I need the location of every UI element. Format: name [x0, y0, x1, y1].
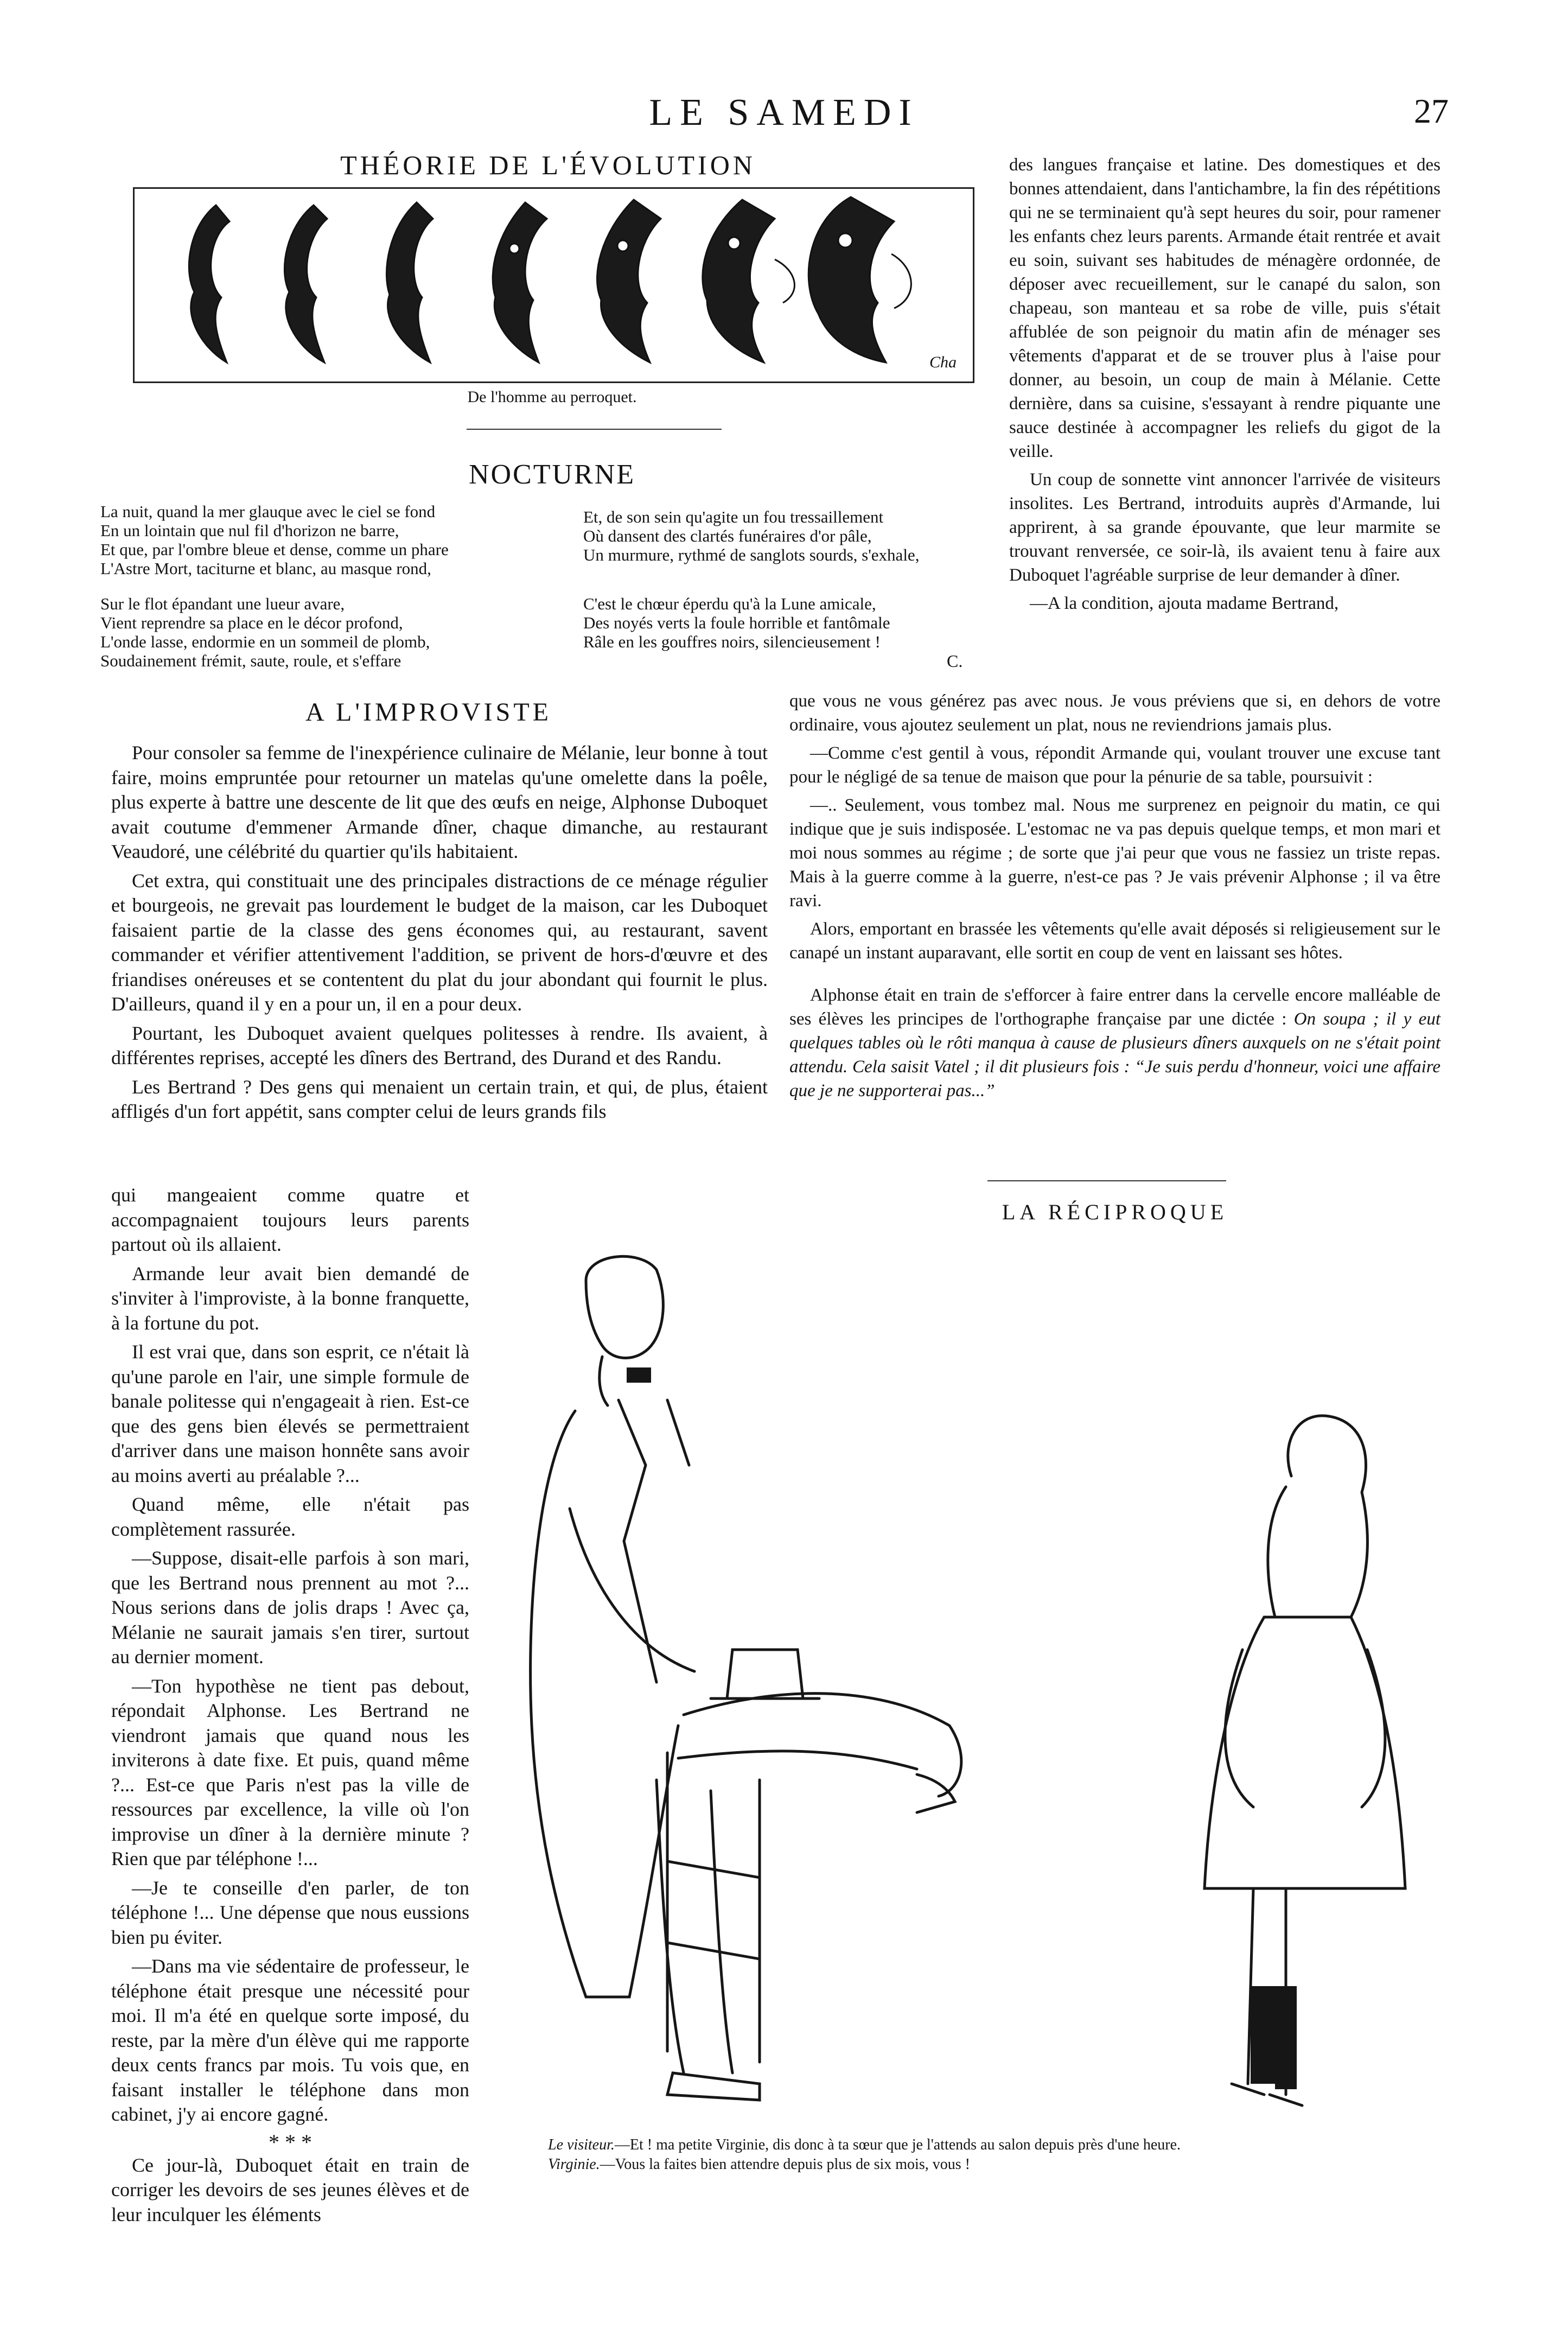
poem-line: Un murmure, rythmé de sanglots sourds, s'exhale, [583, 545, 920, 564]
legend-speaker-virginie: Virginie. [548, 2156, 600, 2173]
legend-text-virginie: —Vous la faites bien attendre depuis plus de six mois, vous ! [600, 2156, 970, 2173]
right-wide-text [789, 689, 1440, 1107]
article-paragraph: —Comme c'est gentil à vous, répondit Armande qui, voulant trouver une excuse tant pour le négligé de sa tenue de maison que pour la pénurie de sa table, poursuivit : [789, 743, 1440, 787]
profile-5 [597, 200, 661, 362]
article-paragraph: —A la condition, ajouta madame Bertrand, [1030, 594, 1339, 613]
poem-line: L'onde lasse, endormie en un sommeil de plomb, [100, 632, 430, 651]
visitor-and-girl-drawing [505, 1237, 1497, 2122]
divider-rule-2 [987, 1180, 1226, 1181]
poem-line: Et, de son sein qu'agite un fou tressaillement [583, 507, 884, 526]
dictation-quote: On soupa ; il y eut quelques tables où le rôti manqua à cause de plusieurs dîners auxquels on ne s'était point attendu. Cela saisit Vatel ; il dit plusieurs fois : “Je suis perdu d'honneur, voici une affaire que je ne supporterai pas...” [789, 1009, 1440, 1100]
nocturne-stanza-3 [583, 507, 974, 564]
profile-parrot [808, 197, 894, 362]
masthead [0, 81, 1568, 141]
profile-3 [386, 202, 433, 362]
article-paragraph: Quand même, elle n'était pas complètement rassurée. [111, 1493, 469, 1540]
article-paragraph: Les Bertrand ? Des gens qui menaient un certain train, et qui, de plus, étaient affligés d'un fort appétit, sans compter celui de leurs grands fils [111, 1076, 768, 1122]
legend-line-2 [548, 2155, 1503, 2174]
nocturne-title: NOCTURNE [468, 459, 636, 490]
article-paragraph: Cet extra, qui constituait une des principales distractions de ce ménage régulier et bourgeois, ne grevait pas lourdement le budget de la maison, car les Duboquet faisaient partie de la classe des gens économes qui, au restaurant, savent commander et vérifier attentivement l'addition, se privent de hors-d'œuvre et des friandises onéreuses et se contentent du plat du jour abondant qui fournit le plus. D'ailleurs, quand il y en a pour un, il en a pour deux. [111, 869, 768, 1015]
improviste-narrow-text [111, 1183, 469, 2231]
profile-6 [703, 200, 775, 362]
poem-line: Soudainement frémit, saute, roule, et s'effare [100, 651, 401, 670]
profile-2 [284, 205, 327, 362]
poem-line: La nuit, quand la mer glauque avec le ciel se fond [100, 502, 436, 521]
poem-line: Et que, par l'ombre bleue et dense, comme un phare [100, 540, 449, 559]
poem-line: Vient reprendre sa place en le décor profond, [100, 613, 403, 632]
evolution-caption: De l'homme au perroquet. [467, 388, 637, 406]
evolution-title: THÉORIE DE L'ÉVOLUTION [340, 150, 756, 180]
nocturne-stanza-2 [100, 594, 545, 670]
article-paragraph: Armande leur avait bien demandé de s'inviter à l'improviste, à la bonne franquette, à la fortune du pot. [111, 1262, 469, 1334]
article-paragraph: que vous ne vous générez pas avec nous. Je vous préviens que si, en dehors de votre ordinaire, vous ajoutez seulement un plat, nous ne reviendrions jamais plus. [789, 691, 1440, 735]
poem-line: Des noyés verts la foule horrible et fantômale [583, 613, 890, 632]
article-paragraph: Pourtant, les Duboquet avaient quelques politesses à rendre. Ils avaient, à différentes reprises, accepté les dîners des Bertrand, des Durand et des Randu. [111, 1022, 768, 1068]
right-column-text [1009, 153, 1440, 620]
article-paragraph: —Dans ma vie sédentaire de professeur, le téléphone était presque une nécessité pour moi. Il m'a été en quelque sorte imposé, du reste, par la mère d'un élève qui me rapporte deux cents francs par mois. Tu vois que, en faisant installer le téléphone dans mon cabinet, j'y ai encore gagné. [111, 1955, 469, 2125]
nocturne-stanza-4 [583, 594, 974, 651]
legend-text-visitor: —Et ! ma petite Virginie, dis donc à ta sœur que je l'attends au salon depuis près d'une heure. [614, 2136, 1181, 2153]
article-paragraph: —Ton hypothèse ne tient pas debout, répondait Alphonse. Les Bertrand ne viendront jamais que quand nous les inviterons à date fixe. Et puis, quand même ?... Est-ce que Paris n'est pas la ville de ressources par excellence, la ville où l'on improvise un dîner à la dernière minute ? Rien que par téléphone !... [111, 1675, 469, 1869]
article-paragraph: des langues française et latine. Des domestiques et des bonnes attendaient, dans l'antichambre, la fin des répétitions qui ne se terminaient qu'à sept heures du soir, pour ramener les enfants chez leurs parents. Armande était rentrée et avait eu soin, suivant ses habitudes de ménagère ordonnée, de déposer avec recueillement, sur le canapé du salon, son chapeau, son manteau et sa robe de ville, puis s'était affublée de son peignoir du matin afin de ménager ses vêtements d'apparat et de se trouver plus à l'aise pour donner, au besoin, un coup de main à Mélanie. Cette dernière, dans sa cuisine, s'essayant à rendre piquante une sauce destinée à accompagner les reliefs du gigot de la veille. [1009, 155, 1440, 461]
reciproque-illustration [505, 1237, 1497, 2122]
article-paragraph: Alors, emportant en brassée les vêtements qu'elle avait déposés si religieusement sur le canapé un instant auparavant, elle sortit en coup de vent en laissant ses hôtes. [789, 919, 1440, 963]
profile-man [189, 205, 230, 362]
improviste-wide-text [111, 741, 768, 1129]
article-paragraph: Pour consoler sa femme de l'inexpérience culinaire de Mélanie, leur bonne à tout faire, moins empruntée pour retourner un matelas qu'une omelette dans la poêle, plus experte à battre une descente de lit que des œufs en neige, Alphonse Duboquet avait coutume d'emmener Armande dîner, chaque dimanche, au restaurant Veaudoré, une célébrité du quartier qu'ils habitaient. [111, 742, 768, 862]
evolution-illustration [133, 187, 974, 383]
reciproque-title: LA RÉCIPROQUE [1002, 1200, 1228, 1224]
article-paragraph: Il est vrai que, dans son esprit, ce n'était là qu'une parole en l'air, une simple formule de banale politesse qui n'engageait à rien. Est-ce que des gens bien élevés se permettraient d'arriver dans une maison honnête sans avoir au moins averti au préalable ?... [111, 1341, 469, 1486]
article-paragraph: —Je te conseille d'en parler, de ton téléphone !... Une dépense que nous eussions bien pu éviter. [111, 1876, 469, 1948]
nocturne-right-column [583, 507, 974, 667]
poem-line: L'Astre Mort, taciturne et blanc, au masque rond, [100, 559, 431, 578]
article-paragraph: qui mangeaient comme quatre et accompagnaient toujours leurs parents partout où ils allaient. [111, 1184, 469, 1255]
poem-line: Où dansent des clartés funéraires d'or pâle, [583, 526, 872, 545]
poem-line: Sur le flot épandant une lueur avare, [100, 594, 345, 613]
article-paragraph: Ce jour-là, Duboquet était en train de corriger les devoirs de ses jeunes élèves et de leur inculquer les éléments [111, 2154, 469, 2225]
article-paragraph: Un coup de sonnette vint annoncer l'arrivée de visiteurs insolites. Les Bertrand, introduits auprès d'Armande, lui apprirent, à sa grande épouvante, que leur marmite se trouvant renversée, ce soir-là, ils avaient tenu à faire aux Duboquet l'agréable surprise de leur demander à dîner. [1009, 470, 1440, 585]
legend-speaker-visitor: Le visiteur. [548, 2136, 615, 2153]
article-paragraph: —Suppose, disait-elle parfois à son mari, que les Bertrand nous prennent au mot ?... Nous serions dans de jolis draps ! Avec ça, Mélanie ne saurait jamais s'en tirer, surtout au dernier moment. [111, 1547, 469, 1668]
artist-signature: Cha [929, 353, 957, 371]
poem-line: Râle en les gouffres noirs, silencieusement ! [583, 632, 881, 651]
dictation-intro: Alphonse était en train de s'efforcer à faire entrer dans la cervelle encore malléable de ses élèves les principes de l'orthographe française par une dictée : [789, 985, 1440, 1029]
profile-4 [493, 202, 547, 362]
section-break-stars: * * * [269, 2129, 312, 2154]
improviste-title: A L'IMPROVISTE [305, 698, 552, 727]
nocturne-signature: C. [947, 651, 963, 671]
reciproque-legend [548, 2135, 1503, 2174]
newspaper-title: LE SAMEDI [649, 92, 919, 133]
nocturne-stanza-1 [100, 502, 545, 578]
poem-line: En un lointain que nul fil d'horizon ne barre, [100, 521, 399, 540]
nocturne-left-column [100, 502, 545, 686]
article-paragraph: —.. Seulement, vous tombez mal. Nous me surprenez en peignoir du matin, ce qui indique que je suis indisposée. L'estomac ne va pas depuis quelque temps, et mon mari et moi nous sommes au régime ; de sorte que j'ai peur que vous ne fassiez un triste repas. Mais à la guerre comme à la guerre, n'est-ce pas ? Je vais prévenir Alphonse ; il va être ravi. [789, 796, 1440, 911]
dictation-paragraph [789, 983, 1440, 1103]
evolution-profiles-drawing [135, 189, 973, 381]
page-number: 27 [1414, 92, 1449, 130]
poem-line: C'est le chœur éperdu qu'à la Lune amicale, [583, 594, 876, 613]
legend-line-1 [548, 2135, 1503, 2155]
divider-rule [467, 429, 722, 430]
